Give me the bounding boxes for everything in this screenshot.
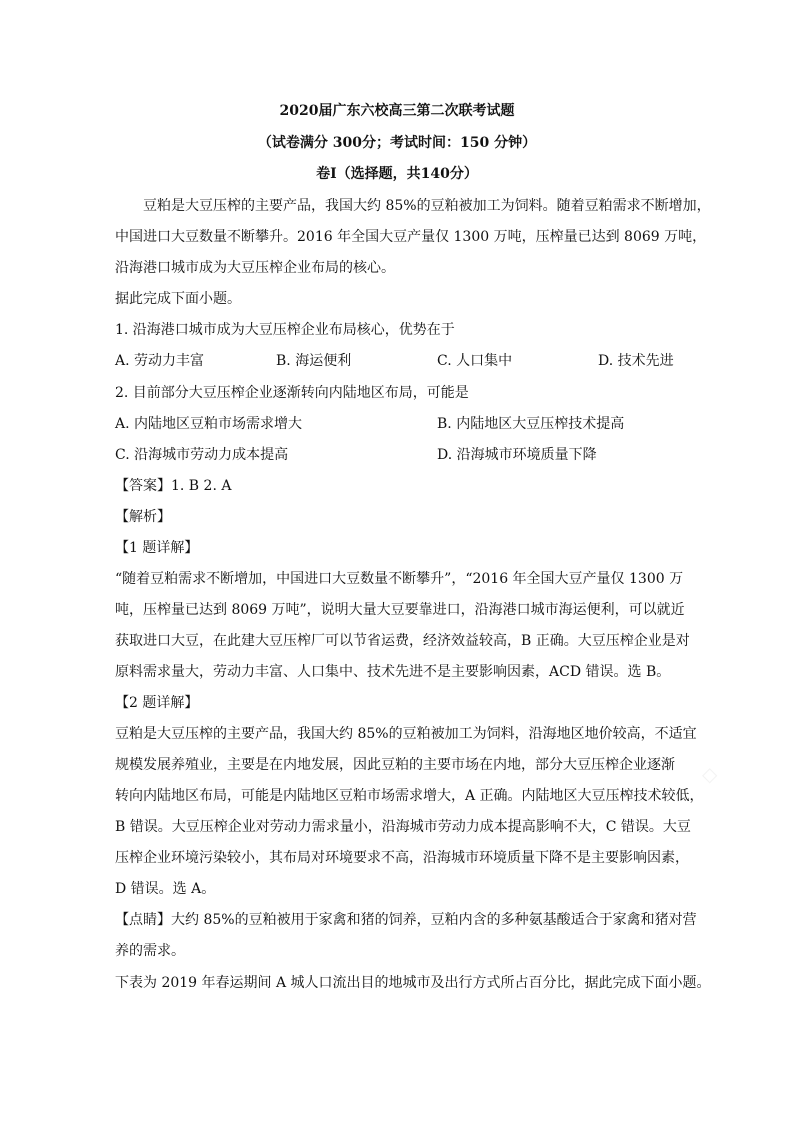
tip-line-2: 养的需求。 [115,943,185,959]
tip-label: 【点睛】 [115,912,171,928]
material-line-1: 豆粕是大豆压榨的主要产品，我国大约 85%的豆粕被加工为饲料。随着豆粕需求不断增加， [143,198,711,214]
material-line-2: 中国进口大豆数量不断攀升。2016 年全国大豆产量仅 1300 万吨，压榨量已达到 8069 万吨， [115,229,707,245]
instruction: 据此完成下面小题。 [115,291,241,307]
question-1-stem: 1. 沿海港口城市成为大豆压榨企业布局核心，优势在于 [115,322,455,338]
question-2-stem: 2. 目前部分大豆压榨企业逐渐转向内陆地区布局，可能是 [115,385,469,401]
next-material-intro: 下表为 2019 年春运期间 A 城人口流出目的地城市及出行方式所占百分比，据此完成下面小题。 [115,975,711,991]
q2-option-b: B. 内陆地区大豆压榨技术提高 [437,416,625,432]
q1-option-d: D. 技术先进 [598,353,674,369]
detail-1-label: 【1 题详解】 [115,540,199,556]
answer-line: 【答案】1. B 2. A [115,478,232,494]
detail-1-line-4: 原料需求量大，劳动力丰富、人口集中、技术先进不是主要影响因素，ACD 错误。选 B。 [115,664,671,680]
q2-option-d: D. 沿海城市环境质量下降 [437,447,597,463]
detail-2-line-6: D 错误。选 A。 [115,881,216,897]
q2-option-c: C. 沿海城市劳动力成本提高 [115,447,289,463]
q1-option-c: C. 人口集中 [437,353,513,369]
exam-subtitle: （试卷满分 300分；考试时间：150 分钟） [257,135,537,151]
detail-2-line-3: 转向内陆地区布局，可能是内陆地区豆粕市场需求增大，A 正确。内陆地区大豆压榨技术较低， [115,788,704,804]
detail-1-line-1: “随着豆粕需求不断增加，中国进口大豆数量不断攀升”，“2016 年全国大豆产量仅 1300 万 [115,571,684,587]
analysis-label: 【解析】 [115,509,171,525]
material-line-3: 沿海港口城市成为大豆压榨企业布局的核心。 [115,260,395,276]
detail-2-line-5: 压榨企业环境污染较小，其布局对环境要求不高，沿海城市环境质量下降不是主要影响因素， [115,850,689,866]
detail-2-line-4: B 错误。大豆压榨企业对劳动力需求量小，沿海城市劳动力成本提高影响不大，C 错误。大豆 [115,819,691,835]
q2-option-a: A. 内陆地区豆粕市场需求增大 [115,416,303,432]
detail-1-line-3: 获取进口大豆，在此建大豆压榨厂可以节省运费，经济效益较高，B 正确。大豆压榨企业是对 [115,633,690,649]
tip-text-1: 大约 85%的豆粕被用于家禽和猪的饲养，豆粕内含的多种氨基酸适合于家禽和猪对营 [171,912,697,928]
detail-2-label: 【2 题详解】 [115,695,199,711]
section-heading: 卷Ⅰ（选择题，共140分） [316,166,478,182]
detail-2-line-2: 规模发展养殖业，主要是在内地发展，因此豆粕的主要市场在内地，部分大豆压榨企业逐渐 [115,757,675,773]
tip-line-1 [115,910,697,930]
exam-title: 2020届广东六校高三第二次联考试题 [279,103,515,119]
q1-option-b: B. 海运便利 [276,353,352,369]
detail-2-line-1: 豆粕是大豆压榨的主要产品，我国大约 85%的豆粕被加工为饲料，沿海地区地价较高，不适宜 [115,726,697,742]
faint-watermark-mark: ◇ [702,762,718,786]
detail-1-line-2: 吨，压榨量已达到 8069 万吨”，说明大量大豆要靠进口，沿海港口城市海运便利，可以就近 [115,602,685,618]
q1-option-a: A. 劳动力丰富 [115,353,205,369]
